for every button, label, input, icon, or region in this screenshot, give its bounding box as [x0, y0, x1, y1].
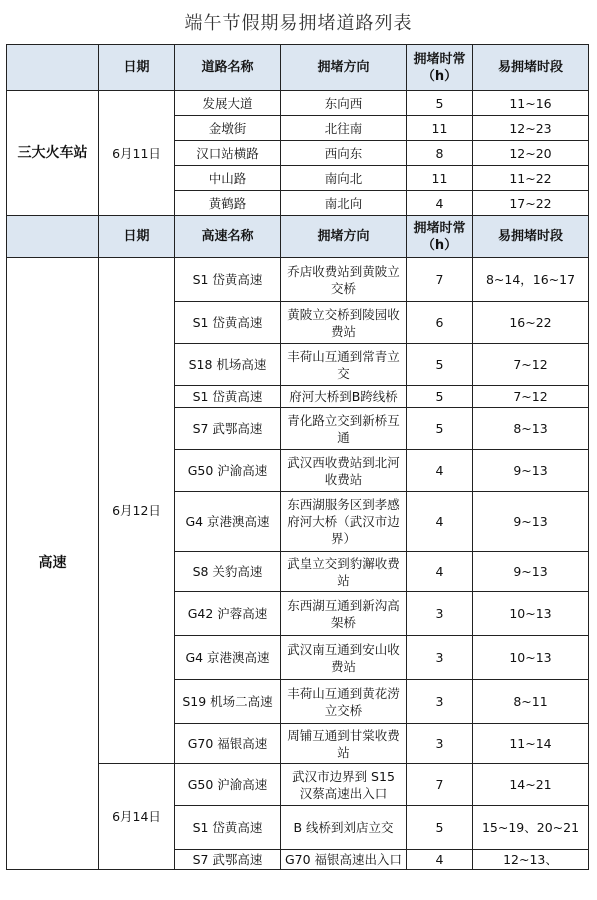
road-name-cell: S1 岱黄高速 [175, 386, 281, 408]
hours-cell: 5 [407, 408, 473, 450]
hours-cell: 8 [407, 141, 473, 166]
hours-cell: 3 [407, 592, 473, 636]
group-label-train-stations: 三大火车站 [7, 91, 99, 216]
direction-cell: 府河大桥到B跨线桥 [281, 386, 407, 408]
header-hours: 拥堵时常（h） [407, 45, 473, 91]
hours-cell: 4 [407, 450, 473, 492]
header-blank [7, 45, 99, 91]
table-row [7, 258, 589, 302]
period-cell: 15~19、20~21 [473, 806, 589, 850]
hours-cell: 11 [407, 116, 473, 141]
header-row [7, 45, 589, 91]
road-name-cell: 金墩街 [175, 116, 281, 141]
road-name-cell: G4 京港澳高速 [175, 492, 281, 552]
direction-cell: 北往南 [281, 116, 407, 141]
header-road: 道路名称 [175, 45, 281, 91]
direction-cell: 武汉西收费站到北河收费站 [281, 450, 407, 492]
direction-cell: 西向东 [281, 141, 407, 166]
period-cell: 10~13 [473, 636, 589, 680]
direction-cell: 武皇立交到豹澥收费站 [281, 552, 407, 592]
direction-cell: 丰荷山互通到常青立交 [281, 344, 407, 386]
hours-cell: 11 [407, 166, 473, 191]
period-cell: 11~16 [473, 91, 589, 116]
header-period: 易拥堵时段 [473, 45, 589, 91]
header-road: 高速名称 [175, 216, 281, 258]
road-name-cell: G70 福银高速 [175, 724, 281, 764]
period-cell: 12~13、 [473, 850, 589, 870]
direction-cell: B 线桥到刘店立交 [281, 806, 407, 850]
period-cell: 9~13 [473, 450, 589, 492]
header-period: 易拥堵时段 [473, 216, 589, 258]
page-title: 端午节假期易拥堵道路列表 [184, 13, 413, 34]
road-name-cell: 汉口站横路 [175, 141, 281, 166]
period-cell: 8~14，16~17 [473, 258, 589, 302]
road-name-cell: G42 沪蓉高速 [175, 592, 281, 636]
hours-cell: 5 [407, 91, 473, 116]
direction-cell: 东西湖互通到新沟高架桥 [281, 592, 407, 636]
period-cell: 12~20 [473, 141, 589, 166]
period-cell: 9~13 [473, 492, 589, 552]
date-cell: 6月14日 [99, 764, 175, 870]
road-name-cell: 中山路 [175, 166, 281, 191]
period-cell: 11~14 [473, 724, 589, 764]
hours-cell: 5 [407, 806, 473, 850]
period-cell: 11~22 [473, 166, 589, 191]
hours-cell: 7 [407, 258, 473, 302]
direction-cell: G70 福银高速出入口 [281, 850, 407, 870]
road-name-cell: 发展大道 [175, 91, 281, 116]
hours-cell: 5 [407, 386, 473, 408]
hours-cell: 6 [407, 302, 473, 344]
date-cell: 6月11日 [99, 91, 175, 216]
road-name-cell: S1 岱黄高速 [175, 302, 281, 344]
period-cell: 8~11 [473, 680, 589, 724]
header-blank [7, 216, 99, 258]
direction-cell: 南北向 [281, 191, 407, 216]
direction-cell: 周铺互通到甘棠收费站 [281, 724, 407, 764]
period-cell: 8~13 [473, 408, 589, 450]
header-direction: 拥堵方向 [281, 45, 407, 91]
period-cell: 16~22 [473, 302, 589, 344]
hours-cell: 5 [407, 344, 473, 386]
hours-cell: 3 [407, 724, 473, 764]
road-name-cell: S1 岱黄高速 [175, 806, 281, 850]
road-name-cell: S7 武鄂高速 [175, 408, 281, 450]
direction-cell: 乔店收费站到黄陂立交桥 [281, 258, 407, 302]
header-date: 日期 [99, 45, 175, 91]
road-name-cell: S1 岱黄高速 [175, 258, 281, 302]
road-name-cell: G4 京港澳高速 [175, 636, 281, 680]
group-label-highways: 高速 [7, 258, 99, 870]
direction-cell: 武汉南互通到安山收费站 [281, 636, 407, 680]
period-cell: 7~12 [473, 386, 589, 408]
date-cell: 6月12日 [99, 258, 175, 764]
road-name-cell: 黄鹤路 [175, 191, 281, 216]
road-name-cell: S18 机场高速 [175, 344, 281, 386]
direction-cell: 黄陂立交桥到陵园收费站 [281, 302, 407, 344]
header-direction: 拥堵方向 [281, 216, 407, 258]
period-cell: 12~23 [473, 116, 589, 141]
direction-cell: 武汉市边界到 S15 汉蔡高速出入口 [281, 764, 407, 806]
header-row [7, 216, 589, 258]
direction-cell: 东西湖服务区到孝感府河大桥（武汉市边界） [281, 492, 407, 552]
road-name-cell: G50 沪渝高速 [175, 764, 281, 806]
hours-cell: 3 [407, 636, 473, 680]
direction-cell: 青化路立交到新桥互通 [281, 408, 407, 450]
period-cell: 7~12 [473, 344, 589, 386]
period-cell: 17~22 [473, 191, 589, 216]
hours-cell: 4 [407, 850, 473, 870]
road-name-cell: G50 沪渝高速 [175, 450, 281, 492]
road-name-cell: S8 关豹高速 [175, 552, 281, 592]
congestion-table [6, 44, 589, 870]
direction-cell: 南向北 [281, 166, 407, 191]
direction-cell: 丰荷山互通到黄花涝立交桥 [281, 680, 407, 724]
road-name-cell: S7 武鄂高速 [175, 850, 281, 870]
period-cell: 9~13 [473, 552, 589, 592]
hours-cell: 4 [407, 552, 473, 592]
direction-cell: 东向西 [281, 91, 407, 116]
period-cell: 10~13 [473, 592, 589, 636]
hours-cell: 3 [407, 680, 473, 724]
hours-cell: 4 [407, 191, 473, 216]
road-name-cell: S19 机场二高速 [175, 680, 281, 724]
hours-cell: 7 [407, 764, 473, 806]
header-date: 日期 [99, 216, 175, 258]
period-cell: 14~21 [473, 764, 589, 806]
table-row [7, 91, 589, 116]
hours-cell: 4 [407, 492, 473, 552]
header-hours: 拥堵时常（h） [407, 216, 473, 258]
